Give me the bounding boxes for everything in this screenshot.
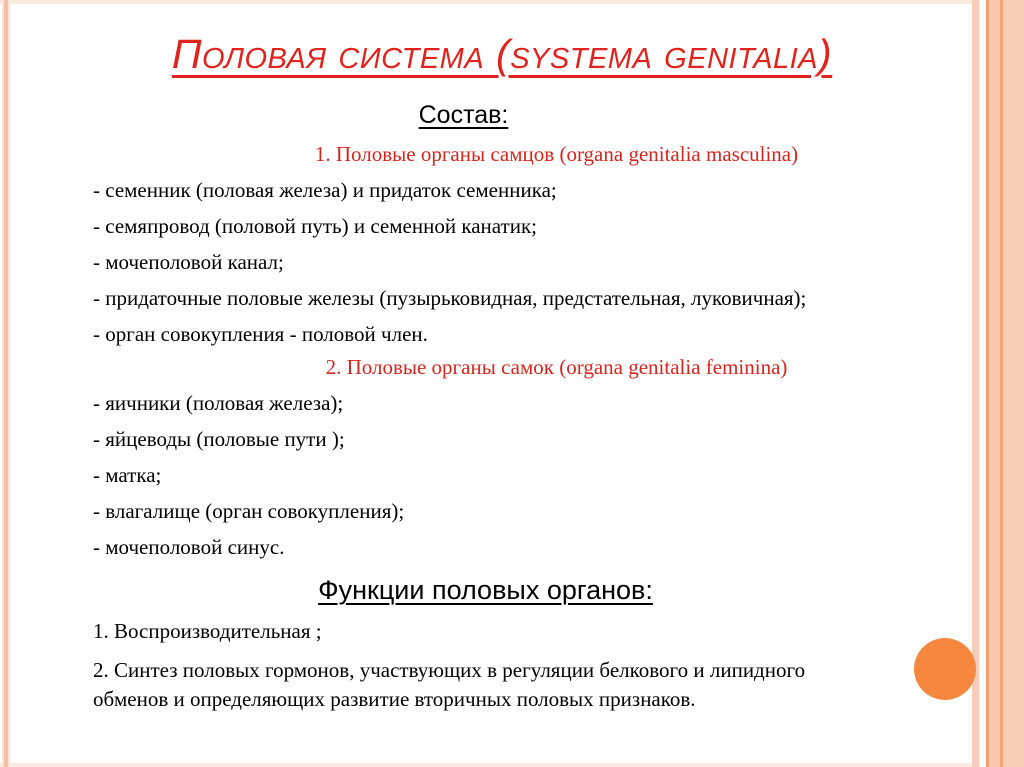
- list-item: - мочеполовой синус.: [93, 535, 285, 559]
- list-item: - семенник (половая железа) и придаток семенника;: [93, 178, 557, 202]
- list-item: - семяпровод (половой путь) и семенной канатик;: [93, 214, 537, 238]
- text-column: [93, 101, 1020, 714]
- list-item: - придаточные половые железы (пузырьковидная, предстательная, луковичная);: [93, 286, 807, 310]
- list-item: - влагалище (орган совокупления);: [93, 499, 405, 523]
- functions-heading: Функции половых органов:: [318, 575, 653, 605]
- composition-heading: Состав:: [418, 101, 509, 129]
- list-item: - матка;: [93, 463, 162, 487]
- slide-title: Половая система (systema genitalia): [171, 31, 833, 77]
- female-organs-heading: 2. Половые органы самок (organa genitalia feminina): [325, 355, 788, 379]
- list-item: - яйцеводы (половые пути );: [93, 427, 345, 451]
- function-item: 1. Воспроизводительная ;: [93, 619, 322, 643]
- list-item: - орган совокупления - половой член.: [93, 322, 428, 346]
- list-item: - яичники (половая железа);: [93, 391, 344, 415]
- bottom-border-band: [0, 763, 1024, 767]
- list-item: - мочеполовой канал;: [93, 250, 284, 274]
- function-item: 2. Синтез половых гормонов, участвующих в регуляции белкового и липидного обменов и определяющих развитие вторичных половых признаков.: [93, 658, 806, 711]
- male-organs-heading: 1. Половые органы самцов (organa genitalia masculina): [314, 142, 799, 166]
